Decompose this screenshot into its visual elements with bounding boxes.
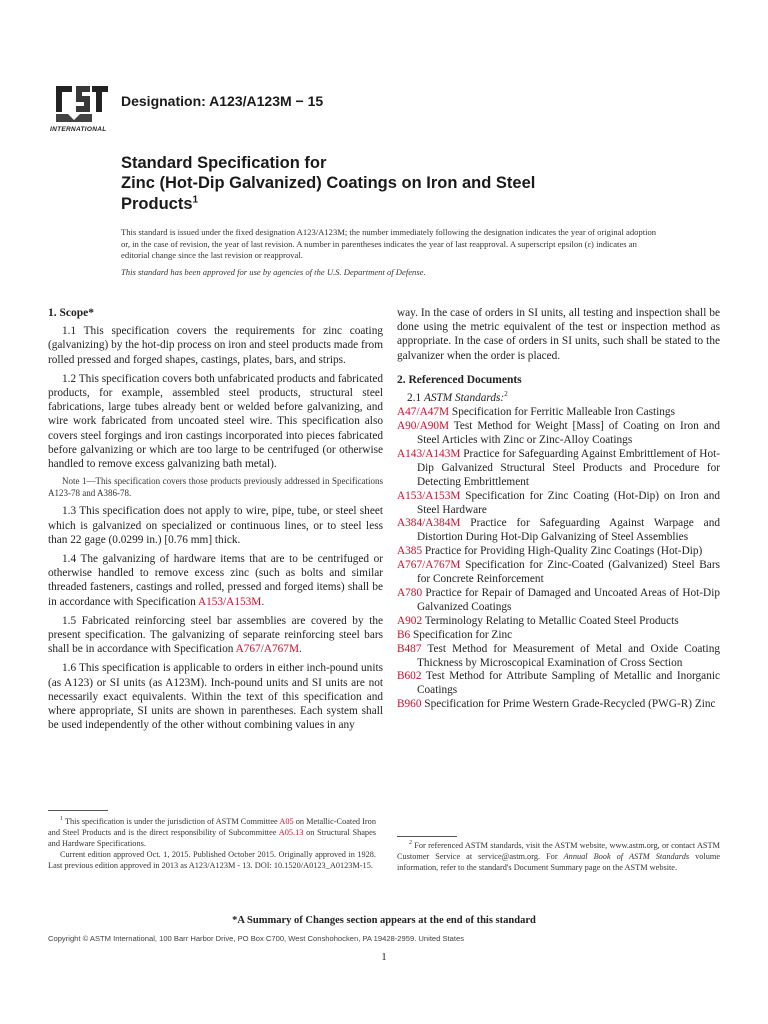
section-1-heading: 1. Scope*: [48, 307, 94, 319]
title-line-3: [121, 194, 681, 215]
reference-item: [397, 698, 720, 712]
paragraph-1-5-text: 1.5 Fabricated reinforcing steel bar assemblies are covered by the present specification. The galvanizing of separate reinforcing steel bars shall be in accordance with Specification: [48, 614, 383, 656]
reference-code-link[interactable]: A385: [397, 545, 423, 558]
subsection-2-1-label: ASTM Standards:: [423, 392, 505, 405]
footnote-1-text-a: This specification is under the jurisdiction of ASTM Committee: [63, 817, 280, 826]
note-1: Note 1—This specification covers those products previously addressed in Specifications A123-78 and A386-78.: [48, 476, 383, 498]
reference-code-link[interactable]: A143/A143M: [397, 447, 461, 460]
reference-code-link[interactable]: A47/A47M: [397, 406, 450, 419]
link-a153[interactable]: A153/A153M: [197, 595, 262, 608]
link-subcommittee-a05-13[interactable]: A05.13: [278, 827, 304, 837]
reference-item: [397, 448, 720, 490]
reference-title: Test Method for Measurement of Metal and Oxide Coating Thickness by Microscopical Examination of Cross Section: [417, 642, 720, 669]
preamble: [121, 227, 666, 283]
reference-item: [397, 670, 720, 698]
footnote-1: [48, 817, 376, 872]
reference-item: [397, 559, 720, 587]
footnote-divider-right: [397, 836, 457, 837]
footnote-2-para: [397, 841, 720, 874]
reference-title: Test Method for Attribute Sampling of Metallic and Inorganic Coatings: [417, 670, 720, 697]
page-number: 1: [381, 951, 387, 963]
reference-title: Practice for Providing High-Quality Zinc Coatings (Hot-Dip): [422, 545, 703, 558]
footnote-2-text-b: volume information, refer to the standard's Document Summary page on the ASTM website.: [397, 851, 720, 872]
link-committee-a05[interactable]: A05: [279, 817, 294, 826]
reference-item: [397, 615, 720, 629]
summary-of-changes-note: *A Summary of Changes section appears at the end of this standard: [232, 915, 536, 926]
paragraph-1-4-text: 1.4 The galvanizing of hardware items that are to be centrifuged or otherwise handled to remove excess zinc (such as bolts and similar threaded fasteners, castings and rolled, pressed and forged items) shall be in accordance with Specification: [48, 553, 383, 608]
paragraph-1-2: 1.2 This specification covers both unfabricated products and fabricated products, for example, assembled steel products, structural steel fabrications, large tubes already bent or welded before galvanizing, and wire work fabricated from uncoated steel wire. This specification also covers steel forgings and iron castings incorporated into pieces fabricated before galvanizing or which are too large to be centrifuged (or otherwise handled to remove excess galvanizing bath metal).: [48, 372, 383, 471]
paragraph-1-6-continued: way. In the case of orders in SI units, all testing and inspection shall be done using the metric equivalent of the test or inspection method as appropriate. In the case of orders in SI units, such shall be stated to the galvanizer when the order is placed.: [397, 307, 720, 362]
reference-title: Practice for Safeguarding Against Warpage and Distortion During Hot-Dip Galvanizing of Steel Assemblies: [417, 517, 720, 544]
copyright-line: Copyright © ASTM International, 100 Barr Harbor Drive, PO Box C700, West Conshohocken, PA 19428-2959. United States: [48, 934, 465, 943]
reference-code-link[interactable]: A767/A767M: [397, 559, 461, 572]
reference-code-link[interactable]: B602: [397, 670, 422, 683]
subsection-2-1-mark: 2: [504, 390, 508, 399]
reference-title: Specification for Ferritic Malleable Iron Castings: [449, 406, 675, 419]
reference-title: Specification for Zinc: [410, 628, 513, 641]
reference-title: Specification for Zinc-Coated (Galvanized) Steel Bars for Concrete Reinforcement: [417, 559, 720, 586]
paragraph-1-4: [48, 552, 383, 609]
title-line-2: Zinc (Hot-Dip Galvanized) Coatings on Iron and Steel: [121, 174, 536, 192]
footnote-divider-left: [48, 810, 108, 811]
section-2-heading: 2. Referenced Documents: [397, 373, 522, 386]
reference-code-link[interactable]: B487: [397, 642, 422, 655]
title-line-1: Standard Specification for: [121, 154, 327, 172]
right-column: [397, 306, 720, 712]
designation: Designation: A123/A123M − 15: [121, 93, 324, 109]
reference-code-link[interactable]: A153/A153M: [397, 489, 461, 502]
reference-title: Specification for Prime Western Grade-Recycled (PWG-R) Zinc: [421, 698, 716, 711]
footnote-1-text-b: on Metallic-Coated Iron and Steel Products and is the direct responsibility of Subcommittee: [48, 817, 376, 837]
reference-title: Specification for Zinc Coating (Hot-Dip) on Iron and Steel Hardware: [417, 489, 720, 516]
footnote-1-text-c: on Structural Shapes and Hardware Specifications.: [48, 827, 376, 848]
logo-wordmark: INTERNATIONAL: [50, 126, 107, 133]
footnote-2-text-a: For referenced ASTM standards, visit the ASTM website, www.astm.org, or contact ASTM Customer Service at service@astm.org. For: [397, 841, 720, 861]
footnote-2: [397, 841, 720, 874]
paragraph-1-5-end: .: [298, 643, 302, 656]
link-a767[interactable]: A767/A767M: [235, 643, 299, 656]
reference-code-link[interactable]: A384/A384M: [397, 517, 461, 530]
reference-item: [397, 545, 720, 559]
paragraph-1-5: [48, 614, 383, 657]
reference-title: Practice for Safeguarding Against Embrittlement of Hot-Dip Galvanized Structural Steel Products and Procedure for Detecting Embrittlement: [417, 447, 720, 488]
footnote-1-para-2: Current edition approved Oct. 1, 2015. Published October 2015. Originally approved in 1928. Last previous edition approved in 2013 as A123/A123M - 13. DOI: 10.1520/A0123_A0123M-15.: [48, 849, 376, 870]
paragraph-1-6: 1.6 This specification is applicable to orders in either inch-pound units (as A123) or SI units (as A123M). Inch-pound units and SI units are not necessarily exact equivalents. Within the text of this specification and where appropriate, SI units are shown in parentheses. Each system shall be used independently of the other without combining values in any: [48, 662, 383, 732]
document-title: [121, 153, 681, 215]
reference-code-link[interactable]: A90/A90M: [397, 420, 450, 433]
footnote-2-book-title: Annual Book of ASTM Standards: [563, 851, 690, 861]
reference-item: [397, 420, 720, 448]
reference-item: [397, 406, 720, 420]
reference-title: Terminology Relating to Metallic Coated Steel Products: [422, 614, 679, 627]
reference-item: [397, 629, 720, 643]
reference-code-link[interactable]: A902: [397, 614, 423, 627]
subsection-2-1: [397, 391, 720, 405]
reference-title: Test Method for Weight [Mass] of Coating on Iron and Steel Articles with Zinc or Zinc-Alloy Coatings: [417, 420, 720, 447]
subsection-2-1-number: 2.1: [407, 392, 424, 405]
reference-list: [397, 406, 720, 712]
dod-statement: This standard has been approved for use by agencies of the U.S. Department of Defense.: [121, 266, 426, 277]
reference-title: Practice for Repair of Damaged and Uncoated Areas of Hot-Dip Galvanized Coatings: [417, 587, 720, 613]
reference-code-link[interactable]: B960: [397, 698, 422, 711]
footnote-1-para-1: [48, 817, 376, 850]
reference-item: [397, 517, 720, 545]
reference-item: [397, 587, 720, 615]
reference-code-link[interactable]: A780: [397, 587, 423, 599]
left-column: [48, 306, 383, 737]
reference-item: [397, 643, 720, 671]
paragraph-1-4-end: .: [261, 595, 265, 608]
astm-logo: [46, 82, 116, 138]
footnote-1-mark: 1: [60, 816, 63, 823]
title-footnote-mark: 1: [192, 194, 199, 206]
footnote-2-mark: 2: [409, 840, 412, 847]
paragraph-1-3: 1.3 This specification does not apply to wire, pipe, tube, or steel sheet which is galvanized on specialized or continuous lines, or to steel less than 22 gage (0.0299 in.) [0.76 mm] thick.: [48, 505, 383, 546]
reference-code-link[interactable]: B6: [397, 628, 411, 641]
issue-statement: This standard is issued under the fixed designation A123/A123M; the number immediately following the designation indicates the year of original adoption or, in the case of revision, the year of last revision. A number in parentheses indicates the year of last reapproval. A superscript epsilon (ε) indicates an editorial change since the last revision or reapproval.: [121, 227, 657, 261]
reference-item: [397, 490, 720, 518]
paragraph-1-1: 1.1 This specification covers the requirements for zinc coating (galvanizing) by the hot-dip process on iron and steel products made from rolled pressed and forged shapes, castings, plates, bars, and strips.: [48, 325, 383, 366]
title-line-3-text: Products: [121, 195, 193, 213]
